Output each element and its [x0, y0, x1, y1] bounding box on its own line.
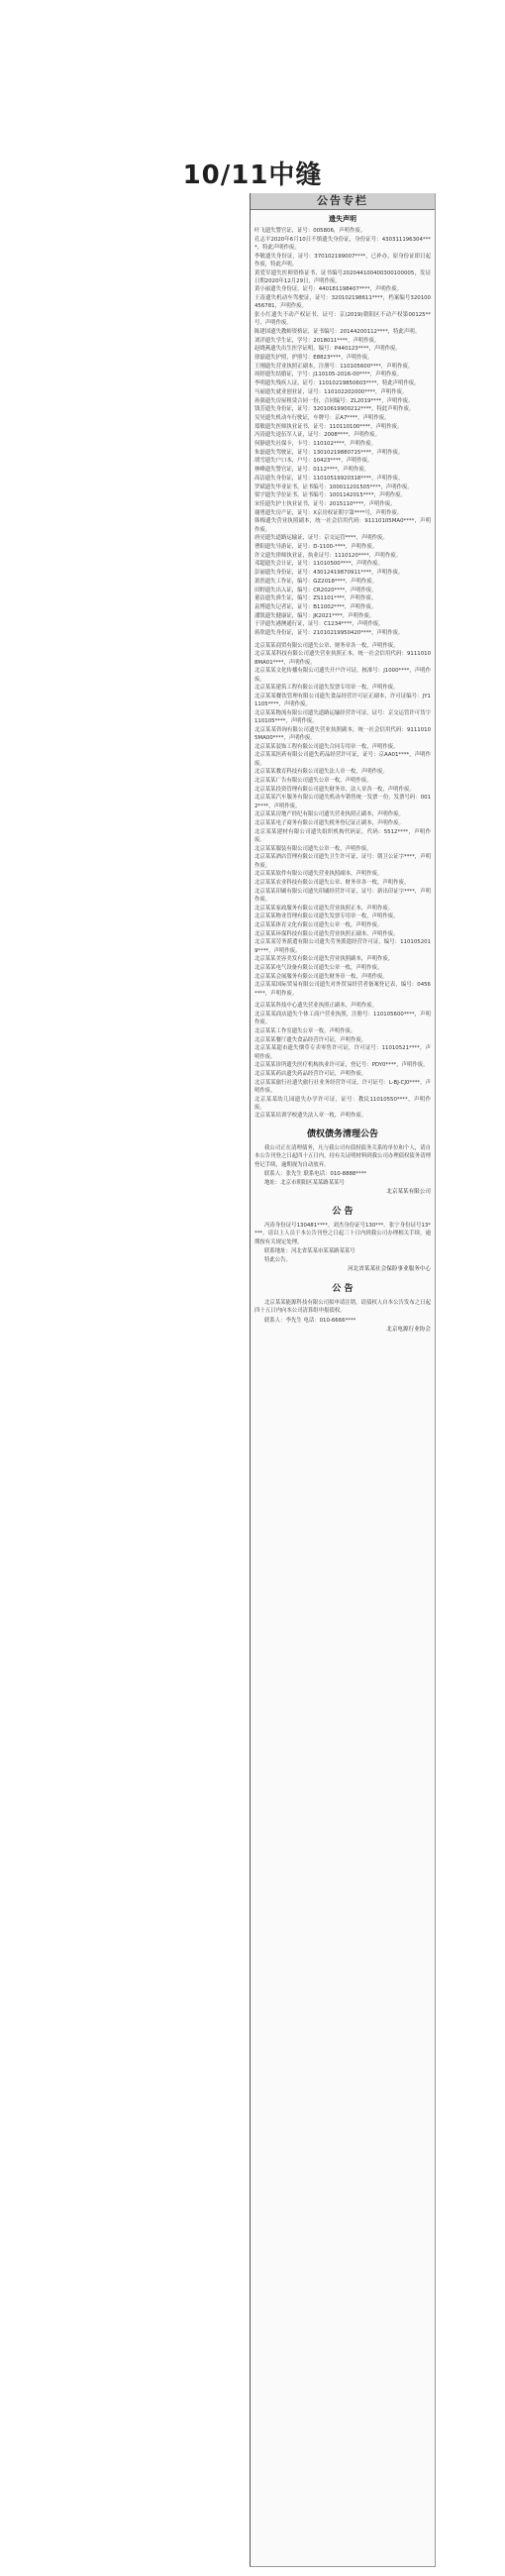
notice-item: 北京某某美容美发有限公司遗失营业执照副本，声明作废。	[254, 956, 394, 963]
notice-item: 北京某某电气设备有限公司遗失公章一枚，声明作废。	[254, 964, 383, 971]
notice-item: 刘洋遗失学生证，学号：2018011****，声明作废。	[254, 337, 380, 344]
notice-item: 朱磊遗失驾驶证，证号：13010219880715****，声明作废。	[254, 449, 404, 456]
notice-item: 陈建国遗失教师资格证，证书编号：20144200112****，特此声明。	[254, 328, 421, 335]
column-header: 公告专栏	[251, 193, 435, 210]
notice-item: 赵晓燕遗失出生医学证明，编号：P440123****，声明作废。	[254, 346, 401, 353]
notice-item: 北京某某农业科技有限公司遗失公章、财务章各一枚，声明作废。	[254, 879, 410, 886]
notice-item: 北京某某商贸有限公司遗失公章、财务章各一枚，声明作废。	[254, 642, 399, 649]
notice-item: 高洁遗失身份证，证号：11010519920318****，声明作废。	[254, 475, 404, 482]
notice-paragraph: 北京某某能源科技有限公司拟申请注销，请债权人自本公告发布之日起四十五日内向本公司清算组申报债权。	[254, 1300, 431, 1315]
notice-item: 黄小丽遗失身份证，证号：440181198407****，声明作废。	[254, 286, 402, 293]
notice-item: 北京某某教育科技有限公司遗失法人章一枚，声明作废。	[254, 769, 388, 776]
notice-item: 黄爱军遗失医师资格证书，证书编号202044100400300100005，发证日期2020年12月29日，声明作废。	[254, 269, 431, 284]
notice-item: 孙强遗失房屋租赁合同一份，合同编号：ZL2019****，声明作废。	[254, 397, 414, 404]
announcement-body	[254, 1222, 431, 1264]
notice-item: 钱芳遗失身份证，证号：32010619900212****，特此声明作废。	[254, 406, 415, 413]
notice-item: 北京某某服装有限公司遗失公章一枚，声明作废。	[254, 845, 372, 852]
notice-item: 李敏遗失身份证，证号：370102199007****，已补办，原身份证即日起作废，特此声明。	[254, 253, 431, 268]
notice-item: 彭丽遗失身份证，证号：43012419870911****，声明作废。	[254, 570, 404, 577]
lost-notices-title: 遗失声明	[329, 215, 356, 223]
notice-paragraph: 联系人：李先生 电话：010-6666****	[264, 1317, 356, 1324]
notice-item: 韩梅遗失营业执照副本，统一社会信用代码：91110105MA0****，声明作废。	[254, 518, 431, 533]
notice-item: 北京某某旅行社遗失旅行社业务经营许可证，许可证号：L-BJ-CJ0****，声明作废。	[254, 1079, 431, 1094]
notice-item: 许文遗失律师执业证，执业证号：1110120****，声明作废。	[254, 552, 401, 559]
notice-item: 北京某某药店遗失药品经营许可证，声明作废。	[254, 1070, 367, 1077]
notice-item: 梁宇遗失学位证书，证书编号：1001142015****，声明作废。	[254, 492, 406, 499]
notice-item: 蒋欣遗失身份证，证号：21010219950420****，声明作废。	[254, 630, 404, 637]
creditor-notice-signature: 北京某某有限公司	[386, 1189, 431, 1196]
notice-item: 孔志平2020年6月10日不慎遗失身份证，身份证号：430311196304****，特此声明作废。	[254, 236, 431, 251]
page-title: 10/11中缝	[182, 161, 323, 190]
notice-item: 萧然遗失工作证，编号：GZ2018****，声明作废。	[254, 578, 378, 585]
notice-item: 北京某某超市遗失烟草专卖零售许可证，许可证号：11010521****，声明作废。	[254, 1045, 431, 1060]
notice-item: 北京某某房地产经纪有限公司遗失营业执照正副本，声明作废。	[254, 811, 404, 818]
notice-paragraph: 地址：北京市朝阳区某某路某某号	[264, 1179, 345, 1186]
notice-item: 董洁遗失准生证，编号：ZS1101****，声明作废。	[254, 595, 377, 602]
notice-item: 北京某某会展服务有限公司遗失财务章一枚，声明作废。	[254, 973, 388, 980]
notice-item: 李明遗失残疾人证，证号：11010219850603****，特此声明作废。	[254, 380, 420, 387]
notice-item: 宋佳遗失护士执业证书，证号：2015110****，声明作废。	[254, 501, 396, 507]
notice-item: 北京某某餐饮管理有限公司遗失食品经营许可证正副本，许可证编号：JY11105****，声明作废。	[254, 693, 431, 708]
notice-column	[250, 193, 436, 2567]
notice-item: 北京某某科技中心遗失营业执照正副本，声明作废。	[254, 1003, 377, 1010]
notice-item: 北京某某物业管理有限公司遗失发票专用章一枚，声明作废。	[254, 913, 399, 920]
notice-item: 曹阳遗失导游证，证号：D-1100-****，声明作废。	[254, 544, 378, 551]
notice-item: 潘凯遗失健康证，编号：JK2021****，声明作废。	[254, 612, 375, 619]
notice-item: 北京某某国际贸易有限公司遗失对外贸易经营者备案登记表，编号：0456****，声明作废。	[254, 982, 431, 997]
notice-item: 北京某某咨询有限公司遗失营业执照副本，统一社会信用代码：91110105MA00****，声明作废。	[254, 726, 431, 741]
notice-item: 王刚遗失营业执照正副本，注册号：110105600****，声明作废。	[254, 363, 414, 370]
notice-paragraph: 联系地址：河北省某某市某某路某某号	[264, 1247, 355, 1254]
company-notices-list	[254, 642, 431, 998]
notice-item: 王涛遗失机动车驾驶证，证号：320102198611****，档案编号320100456781，声明作废。	[254, 295, 431, 310]
notice-item: 北京某某文化传播有限公司遗失开户许可证，核准号：J1000****，声明作废。	[254, 668, 431, 683]
notice-item: 北京某某科技有限公司遗失营业执照正本，统一社会信用代码：91110108MA01****，声明作废。	[254, 651, 431, 666]
notice-item: 马丽遗失就业创业证，证号：110102202000****，声明作废。	[254, 388, 408, 395]
notice-item: 北京某某印刷有限公司遗失印刷经营许可证，证号：新出印证字****，声明作废。	[254, 888, 431, 903]
notice-item: 北京某某商店遗失个体工商户营业执照，注册号：110105600****，声明作废。	[254, 1011, 431, 1026]
notice-item: 郑敏遗失医师执业证书，证号：110110100****，声明作废。	[254, 423, 403, 430]
notice-item: 北京某某幼儿园遗失办学许可证，证号：教民11010550****，声明作废。	[254, 1096, 431, 1111]
notice-paragraph: 冯涛身份证号130481****。刘杰身份证号130***。张宁身份证号13****。请以上人员于本公告刊登之日起三十日内到我公司办理相关手续，逾期按有关规定处理。	[254, 1223, 431, 1245]
notice-item: 北京某某汽车服务有限公司遗失机动车销售统一发票一份，发票号码：0012****，声明作废。	[254, 795, 431, 809]
notice-item: 北京某某诊所遗失医疗机构执业许可证，登记号：PDY0****，声明作废。	[254, 1062, 429, 1069]
notice-item: 北京某某环保科技有限公司遗失营业执照正副本，声明作废。	[254, 930, 399, 937]
notice-item: 北京某某建材有限公司遗失组织机构代码证，代码：5512****，声明作废。	[254, 828, 431, 843]
lost-notices-section	[251, 210, 435, 640]
notice-item: 北京某某体育文化有限公司遗失公章一枚，声明作废。	[254, 921, 383, 928]
notice-item: 张小红遗失不动产权证书，证号：京(2019)朝阳区不动产权第00125**号，声明作废。	[254, 312, 431, 327]
notice-item: 北京某某建筑工程有限公司遗失发票专用章一枚，声明作废。	[254, 685, 399, 692]
announcement2-notice	[251, 1277, 435, 1338]
notice-item: 北京某某工作室遗失公章一枚，声明作废。	[254, 1027, 356, 1034]
announcement2-signature: 北京电源行业协会	[386, 1326, 431, 1333]
notice-item: 谢勇遗失房产证，证号：X京房权证朝字第****号，声明作废。	[254, 509, 403, 516]
notice-item: 北京某某装饰工程有限公司遗失合同专用章一枚，声明作废。	[254, 743, 399, 750]
announcement-title: 公 告	[332, 1207, 354, 1218]
notice-item: 北京某某医药有限公司遗失药品经营许可证，证号：京AA01****，声明作废。	[254, 752, 431, 767]
notice-item: 何静遗失社保卡，卡号：110102****，声明作废。	[254, 441, 377, 448]
notice-item: 田野遗失出入证，编号：CR2020****，声明作废。	[254, 587, 377, 593]
notice-item: 唐亮遗失道路运输证，证号：京交运管****，声明作废。	[254, 535, 388, 542]
notice-item: 林峰遗失警官证，证号：0112****，声明作废。	[254, 467, 370, 474]
notice-paragraph: 特此公告。	[264, 1256, 291, 1263]
lost-notices-list	[254, 227, 431, 637]
notice-item: 吴昊遗失机动车行驶证，车牌号：京A7****，声明作废。	[254, 414, 390, 421]
notice-item: 北京某某劳务派遣有限公司遗失劳务派遣经营许可证，编号：1101052019****，声明作废。	[254, 939, 431, 954]
notice-item: 北京某某广告有限公司遗失公章一枚，声明作废。	[254, 778, 372, 784]
creditor-notice-body	[254, 1144, 431, 1187]
misc-notices-list	[254, 1002, 431, 1120]
notice-item: 周婷遗失结婚证，字号：J110105-2016-00****，声明作废。	[254, 372, 403, 378]
company-notices-section	[251, 640, 435, 1001]
notice-item: 于洋遗失港澳通行证，证号：C1234****，声明作废。	[254, 621, 384, 628]
notice-item: 袁博遗失记者证，证号：B11002****，声明作废。	[254, 603, 377, 610]
notice-item: 北京某某餐厅遗失食品经营许可证，声明作废。	[254, 1036, 367, 1043]
notice-item: 北京某某软件有限公司遗失营业执照副本，声明作废。	[254, 871, 383, 878]
notice-item: 北京某某投资管理有限公司遗失财务章、法人章各一枚，声明作废。	[254, 786, 415, 793]
announcement-notice	[251, 1200, 435, 1277]
notice-item: 徐磊遗失护照，护照号：E8823****，声明作废。	[254, 355, 373, 362]
announcement-signature: 河北省某某社会保险事业服务中心	[348, 1266, 431, 1273]
announcement2-title: 公 告	[332, 1284, 354, 1295]
notice-item: 罗斌遗失毕业证书，证书编号：100011201505****，声明作废。	[254, 483, 413, 490]
notice-item: 北京某某物流有限公司遗失道路运输经营许可证，证号：京交运管许可货字110105****，声明作废。	[254, 709, 431, 725]
notice-item: 北京某某家政服务有限公司遗失营业执照正本，声明作废。	[254, 905, 394, 912]
notice-paragraph: 我公司正在清理债务，凡与我公司有债权债务关系的单位和个人，请自本公告刊登之日起四十五日内，持有关证明材料到我公司办理债权债务清理登记手续，逾期视为自动放弃。	[254, 1145, 431, 1168]
notice-item: 北京某某酒店管理有限公司遗失卫生许可证，证号：朝卫公证字****，声明作废。	[254, 854, 431, 869]
notice-item: 北京某某培训学校遗失法人章一枚，声明作废。	[254, 1113, 367, 1120]
notice-item: 邓超遗失会计证，证号：11010500****，声明作废。	[254, 561, 383, 568]
creditor-notice	[251, 1123, 435, 1200]
notice-item: 北京某某电子商务有限公司遗失税务登记证正副本，声明作废。	[254, 820, 404, 827]
misc-notices-section	[251, 1000, 435, 1123]
notice-item: 胡雪遗失户口本，户号：10423****，声明作废。	[254, 458, 373, 465]
notice-item: 冯涛遗失退伍军人证，证号：2008****，声明作废。	[254, 432, 380, 439]
announcement2-body	[254, 1299, 431, 1325]
notice-item: 叶飞遗失警官证，证号：005806，声明作废。	[254, 228, 366, 234]
creditor-notice-title: 债权债务清理公告	[306, 1129, 378, 1140]
notice-paragraph: 联系人：张先生 联系电话：010-8888****	[264, 1170, 367, 1177]
